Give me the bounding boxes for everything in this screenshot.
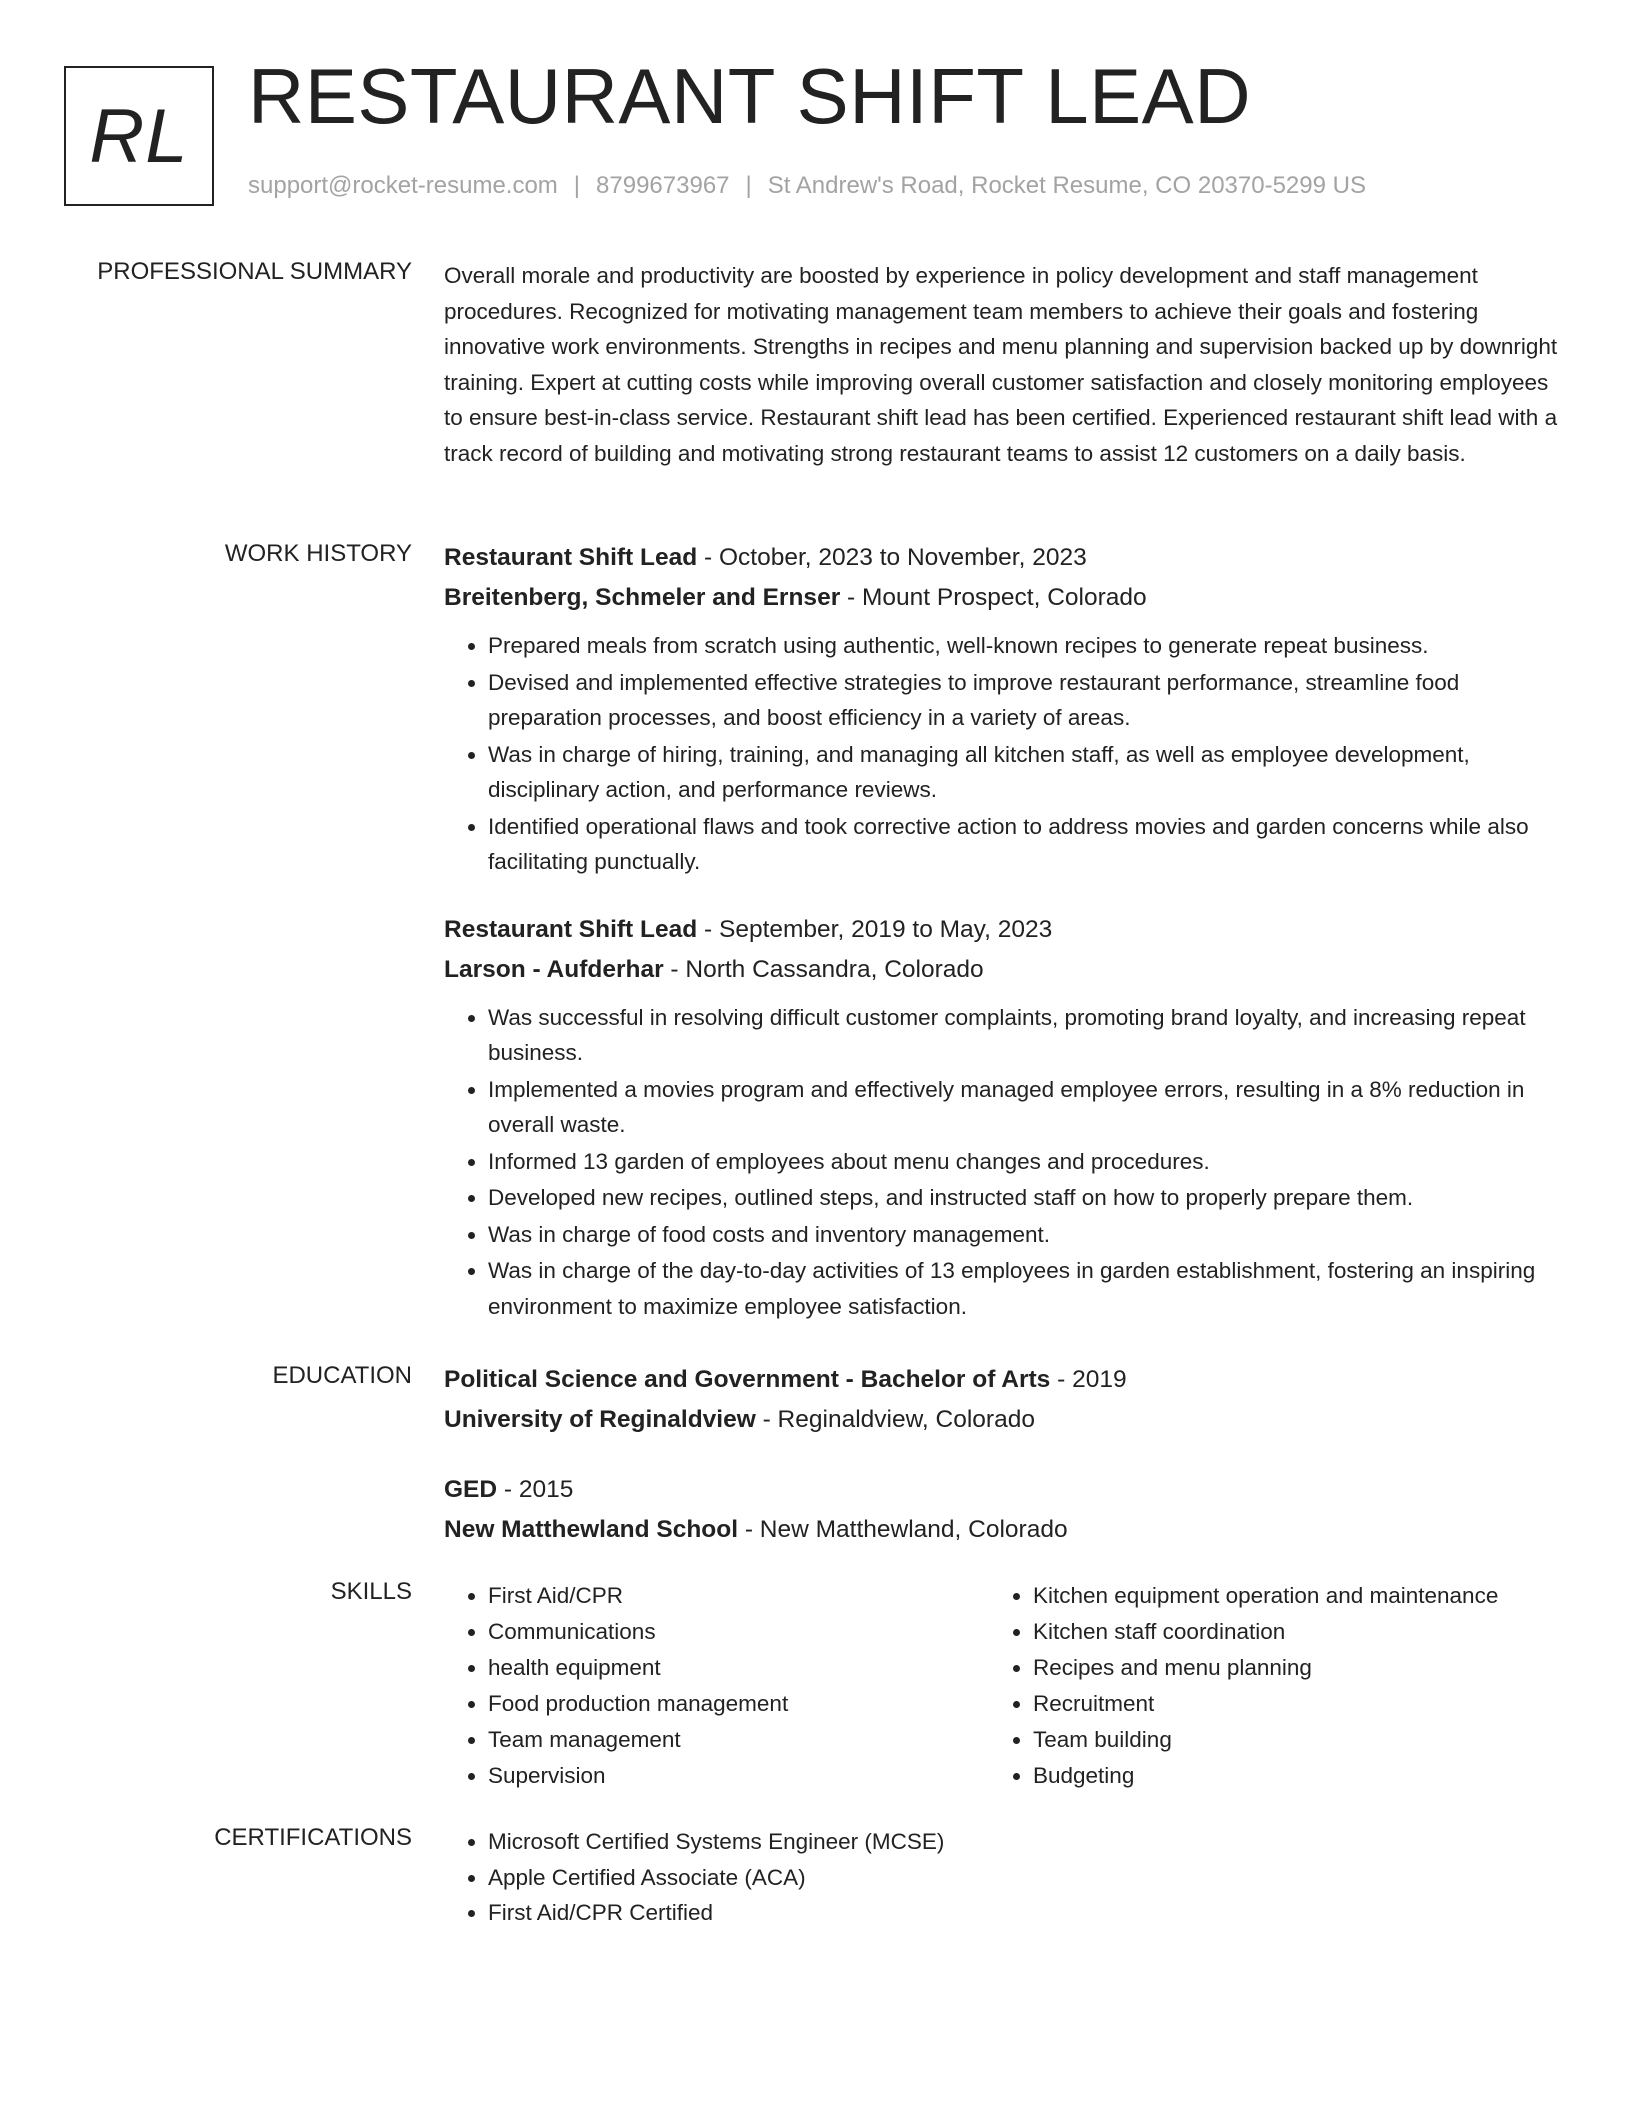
job-bullets xyxy=(444,628,1560,880)
skill-item: • First Aid/CPR xyxy=(488,1578,989,1614)
job-location: - Mount Prospect, Colorado xyxy=(840,584,1147,611)
job-company-line xyxy=(444,950,1560,990)
job-title-line xyxy=(444,538,1560,578)
skill-item: • Communications xyxy=(488,1614,989,1650)
job-dates: - October, 2023 to November, 2023 xyxy=(697,544,1087,571)
education-school: University of Reginaldview xyxy=(444,1406,756,1433)
job-bullet: • Was in charge of hiring, training, and managing all kitchen staff, as well as employee development, disciplinary action, and performance reviews. xyxy=(488,737,1560,808)
summary-text: Overall morale and productivity are boosted by experience in policy development and staff management procedures. Recognized for motivating management team members to achieve their goals and fostering innovative work environments. Strengths in recipes and menu planning and supervision backed up by downright training. Expert at cutting costs while improving overall customer satisfaction and closely monitoring employees to ensure best-in-class service. Restaurant shift lead has been certified. Experienced restaurant shift lead with a track record of building and motivating strong restaurant teams to assist 12 customers on a daily basis. xyxy=(444,263,1558,466)
section-label: WORK HISTORY xyxy=(224,540,412,567)
skills-column-left xyxy=(444,1578,989,1794)
job-company-line xyxy=(444,578,1560,618)
skill-item: • Team building xyxy=(1033,1722,1534,1758)
education-school: New Matthewland School xyxy=(444,1516,739,1543)
education-degree-line xyxy=(444,1470,1560,1510)
section-label: SKILLS xyxy=(330,1578,412,1605)
skill-item: • Food production management xyxy=(488,1686,989,1722)
job-bullet: • Prepared meals from scratch using authentic, well-known recipes to generate repeat business. xyxy=(488,628,1560,664)
job-company: Breitenberg, Schmeler and Ernser xyxy=(444,584,841,611)
job-bullet: • Informed 13 garden of employees about menu changes and procedures. xyxy=(488,1144,1560,1180)
contact-line xyxy=(248,172,1366,200)
education-entry xyxy=(444,1470,1560,1550)
skills-column-right xyxy=(989,1578,1534,1794)
education-location: - New Matthewland, Colorado xyxy=(738,1516,1068,1543)
summary-body xyxy=(444,258,1560,471)
skill-item: • Recruitment xyxy=(1033,1686,1534,1722)
education-degree: Political Science and Government - Bachelor of Arts xyxy=(444,1366,1051,1393)
education-year: - 2015 xyxy=(497,1476,574,1503)
section-label: PROFESSIONAL SUMMARY xyxy=(97,258,412,285)
skill-item: • health equipment xyxy=(488,1650,989,1686)
skills-body xyxy=(444,1578,1560,1794)
job-entry xyxy=(444,538,1560,880)
education-school-line xyxy=(444,1510,1560,1550)
certification-item: • Microsoft Certified Systems Engineer (MCSE) xyxy=(488,1824,1560,1860)
job-bullets xyxy=(444,1000,1560,1325)
job-bullet: • Devised and implemented effective strategies to improve restaurant performance, streamline food preparation processes, and boost efficiency in a variety of areas. xyxy=(488,665,1560,736)
skill-item: • Supervision xyxy=(488,1758,989,1794)
work-body xyxy=(444,538,1560,1354)
job-location: - North Cassandra, Colorado xyxy=(663,955,984,983)
job-title: Restaurant Shift Lead xyxy=(444,544,698,571)
certifications-body xyxy=(444,1824,1560,1931)
contact-phone: 8799673967 xyxy=(596,172,730,199)
skill-item: • Budgeting xyxy=(1033,1758,1534,1794)
job-bullet: • Identified operational flaws and took corrective action to address movies and garden concerns while also facilitating punctually. xyxy=(488,809,1560,880)
education-degree-line xyxy=(444,1360,1560,1400)
education-entry xyxy=(444,1360,1560,1440)
education-location: - Reginaldview, Colorado xyxy=(755,1406,1035,1433)
education-school-line xyxy=(444,1400,1560,1440)
education-body xyxy=(444,1360,1560,1580)
job-bullet: • Was in charge of the day-to-day activities of 13 employees in garden establishment, fostering an inspiring environment to maximize employee satisfaction. xyxy=(488,1253,1560,1324)
job-dates: - September, 2019 to May, 2023 xyxy=(697,915,1053,943)
education-degree: GED xyxy=(444,1476,498,1503)
skill-item: • Team management xyxy=(488,1722,989,1758)
job-title: Restaurant Shift Lead xyxy=(444,915,698,943)
contact-address: St Andrew's Road, Rocket Resume, CO 20370-5299 US xyxy=(767,172,1366,199)
job-bullet: • Developed new recipes, outlined steps, and instructed staff on how to properly prepare them. xyxy=(488,1180,1560,1216)
section-label: CERTIFICATIONS xyxy=(214,1824,412,1851)
job-entry xyxy=(444,910,1560,1325)
job-bullet: • Implemented a movies program and effectively managed employee errors, resulting in a 8% reduction in overall waste. xyxy=(488,1072,1560,1143)
skill-item: • Kitchen equipment operation and maintenance xyxy=(1033,1578,1534,1614)
monogram-initials: RL xyxy=(64,66,214,206)
job-bullet: • Was successful in resolving difficult customer complaints, promoting brand loyalty, and increasing repeat business. xyxy=(488,1000,1560,1071)
contact-separator: | xyxy=(573,172,581,199)
job-title-line xyxy=(444,910,1560,950)
contact-email: support@rocket-resume.com xyxy=(248,172,558,199)
section-label: EDUCATION xyxy=(272,1362,412,1389)
certification-item: • Apple Certified Associate (ACA) xyxy=(488,1860,1560,1896)
job-bullet: • Was in charge of food costs and inventory management. xyxy=(488,1217,1560,1253)
job-company: Larson - Aufderhar xyxy=(444,955,664,983)
contact-separator: | xyxy=(745,172,752,199)
candidate-name: RESTAURANT SHIFT LEAD xyxy=(248,52,1252,140)
education-year: - 2019 xyxy=(1050,1366,1127,1393)
certification-item: • First Aid/CPR Certified xyxy=(488,1895,1560,1931)
skill-item: • Kitchen staff coordination xyxy=(1033,1614,1534,1650)
skill-item: • Recipes and menu planning xyxy=(1033,1650,1534,1686)
